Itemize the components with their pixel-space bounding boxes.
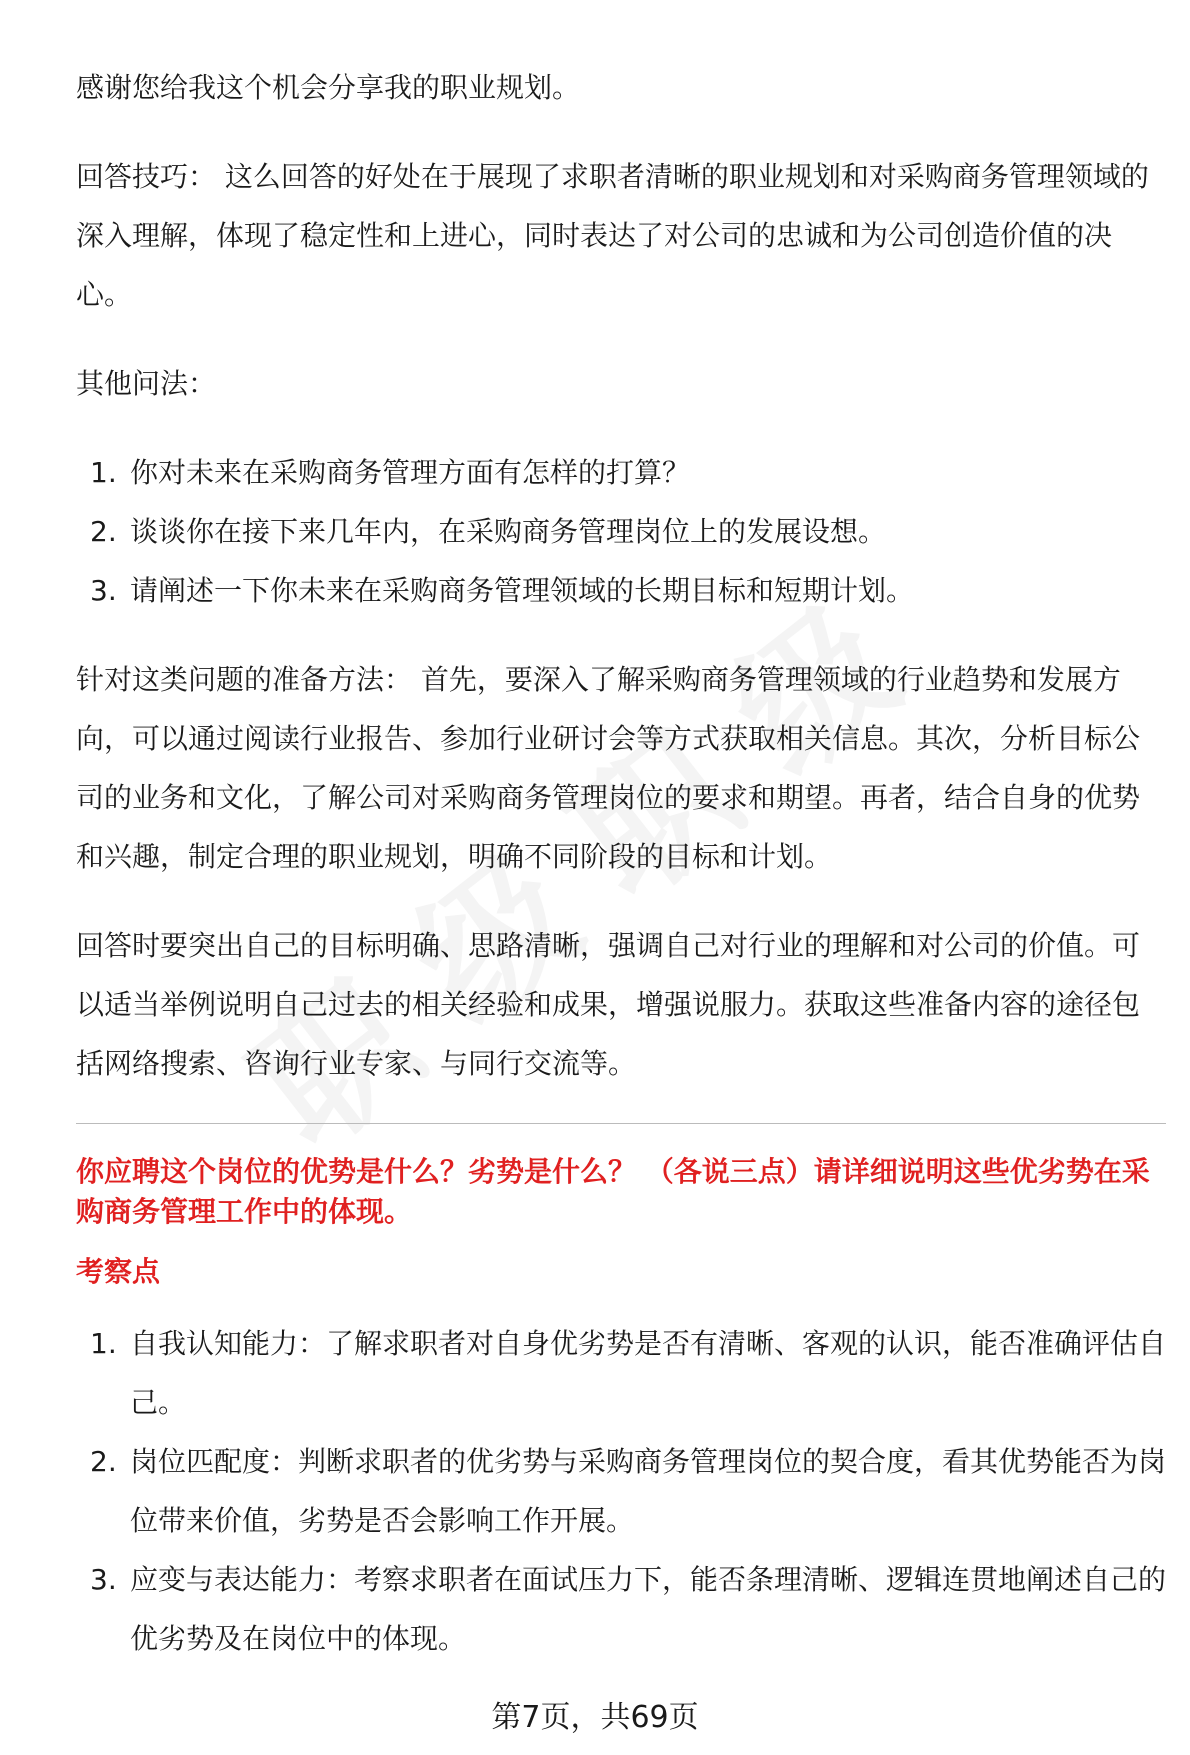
list-item: 1. 你对未来在采购商务管理方面有怎样的打算？ [90,456,691,489]
paragraph-preparation: 针对这类问题的准备方法： 首先，要深入了解采购商务管理领域的行业趋势和发展方向，可以通过阅读行业报告、参加行业研讨会等方式获取相关信息。其次，分析目标公司的业务和文化，了解公司对采购商务管理岗位的要求和期望。再者，结合自身的优势和兴趣，制定合理的职业规划，明确不同阶段的目标和计划。 [76,663,1141,873]
paragraph-answer-guidance: 回答时要突出自己的目标明确、思路清晰，强调自己对行业的理解和对公司的价值。可以适当举例说明自己过去的相关经验和成果，增强说服力。获取这些准备内容的途径包括网络搜索、咨询行业专家、与同行交流等。 [76,929,1141,1080]
list-item: 2. 岗位匹配度：判断求职者的优劣势与采购商务管理岗位的契合度，看其优势能否为岗位带来价值，劣势是否会影响工作开展。 [90,1445,1167,1537]
other-questions-list [76,443,1166,620]
paragraph-other-questions-heading: 其他问法： [76,367,217,400]
page-content [76,58,1166,1698]
check-points-list [76,1314,1166,1668]
paragraph-answer-tips: 回答技巧： 这么回答的好处在于展现了求职者清晰的职业规划和对采购商务管理领域的深入理解，体现了稳定性和上进心，同时表达了对公司的忠诚和为公司创造价值的决心。 [76,160,1149,311]
page-number: 第7页，共69页 [491,1700,699,1735]
check-points-heading: 考察点 [76,1255,161,1288]
list-item: 2. 谈谈你在接下来几年内，在采购商务管理岗位上的发展设想。 [90,515,887,548]
list-item: 3. 请阐述一下你未来在采购商务管理领域的长期目标和短期计划。 [90,574,915,607]
section-divider [76,1123,1166,1124]
list-item: 1. 自我认知能力：了解求职者对自身优劣势是否有清晰、客观的认识，能否准确评估自己。 [90,1327,1167,1419]
paragraph-thanks: 感谢您给我这个机会分享我的职业规划。 [76,71,581,104]
list-item: 3. 应变与表达能力：考察求职者在面试压力下，能否条理清晰、逻辑连贯地阐述自己的优劣势及在岗位中的体现。 [90,1563,1167,1655]
question-heading: 你应聘这个岗位的优势是什么？劣势是什么？ （各说三点）请详细说明这些优劣势在采购商务管理工作中的体现。 [76,1155,1150,1228]
